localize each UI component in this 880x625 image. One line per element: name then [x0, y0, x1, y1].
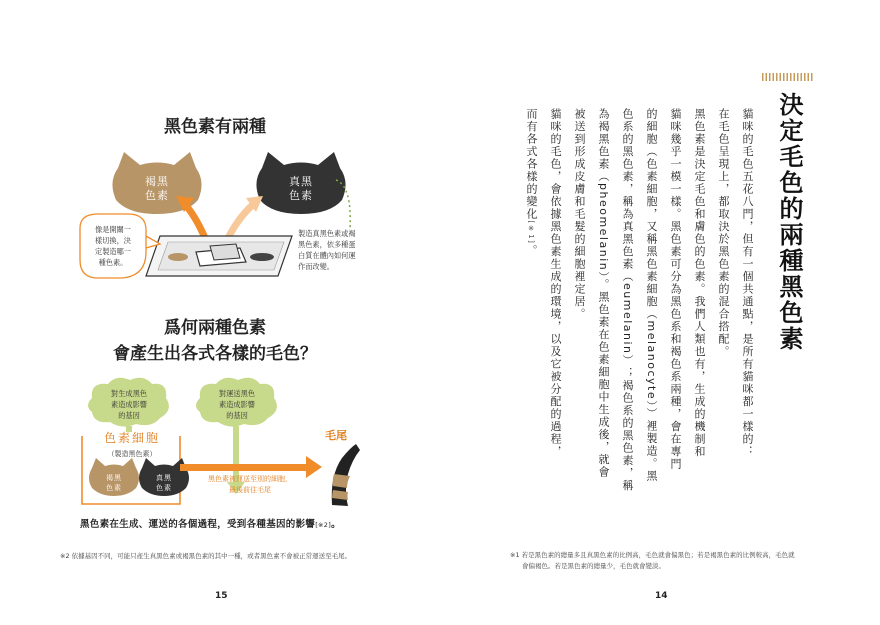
body-column-3: 黑色素是決定毛色和膚色的色素。我們人類也有，生成的機制和 — [693, 108, 706, 458]
cat-tail-icon — [332, 444, 360, 506]
footnote-right: ※1 若是黑色素的總量多且真黑色素的比例高，毛色就會偏黑色；若是褐黑色素的比例較高，毛色就 會偏褐色。若是黑色素的總量少，毛色就會變淡。 — [510, 551, 795, 570]
pigment-cell-label: 色素細胞 — [96, 432, 168, 444]
section-title-why: 爲何兩種色素 會產生出各式各樣的毛色？ — [113, 318, 317, 364]
section-title-two-pigments: 黑色素有兩種 — [164, 117, 266, 137]
footnote-left: ※2 依據基因不同，可能只產生真黑色素或褐黑色素的其中一種，或者黑色素不會被正常運送至毛尾。 — [60, 552, 352, 560]
body-column-4: 貓咪幾乎一模一樣。黑色素可分為黑色系和褐色系兩種，會在專門 — [669, 108, 682, 471]
small-black-cat-label: 真黑 色素 — [156, 474, 172, 492]
title-decoration — [762, 73, 814, 81]
gene-cloud-2-text: 對運送黑色 素造成影響 的基因 — [219, 389, 255, 420]
chapter-title: 決定毛色的兩種黑色素 — [775, 92, 803, 352]
small-brown-cat-label: 褐黑 色素 — [106, 474, 122, 492]
page-number-right: 14 — [655, 591, 668, 601]
body-column-1: 貓咪的毛色五花八門，但有一個共通點，是所有貓咪都一樣的： — [741, 108, 754, 458]
figure-caption: 黑色素在生成、運送的各個過程，受到各種基因的影響[※2]。 — [80, 519, 341, 530]
brown-cat-label: 褐黑 色素 — [145, 175, 169, 202]
body-column-2: 在毛色呈現上，都取決於黑色素的混合搭配。 — [717, 108, 730, 358]
page-number-left: 15 — [215, 591, 228, 601]
black-cat-label: 真黑 色素 — [289, 175, 313, 202]
gene-cloud-1-text: 對生成黑色 素造成影響 的基因 — [111, 389, 147, 420]
body-column-7: 為褐黑色素（pheomelanin）。黑色素在色素細胞中生成後，就會 — [597, 108, 610, 479]
body-column-10: 而有各式各樣的變化[※1]。 — [525, 108, 538, 257]
pigment-cell-sub: （製造黑色素） — [107, 450, 157, 458]
body-column-6: 色系的黑色素，稱為真黑色素（eumelanin）；褐色系的黑色素，稱 — [621, 108, 634, 493]
body-column-9: 貓咪的毛色，會依據黑色素生成的環境，以及它被分配的過程， — [549, 108, 562, 458]
tail-label: 毛尾 — [325, 429, 347, 442]
body-column-5: 的細胞（色素細胞，又稱黑色素細胞（melanocyte））裡製造。黑 — [645, 108, 658, 483]
arrow-to-black-icon — [228, 202, 256, 238]
bubble-text: 像是開關一 樣切換，決 定製造哪一 種色素。 — [95, 225, 131, 267]
side-note: 製造真黑色素或褐 黑色素，依多種蛋 白質在體內如何運 作而改變。 — [298, 229, 356, 271]
transport-text: 黑色素被運送至別的細胞， 最後前往毛尾 — [208, 475, 292, 494]
switch-icon — [146, 236, 292, 276]
body-column-8: 被送到形成皮膚和毛髮的細胞裡定居。 — [573, 108, 586, 321]
